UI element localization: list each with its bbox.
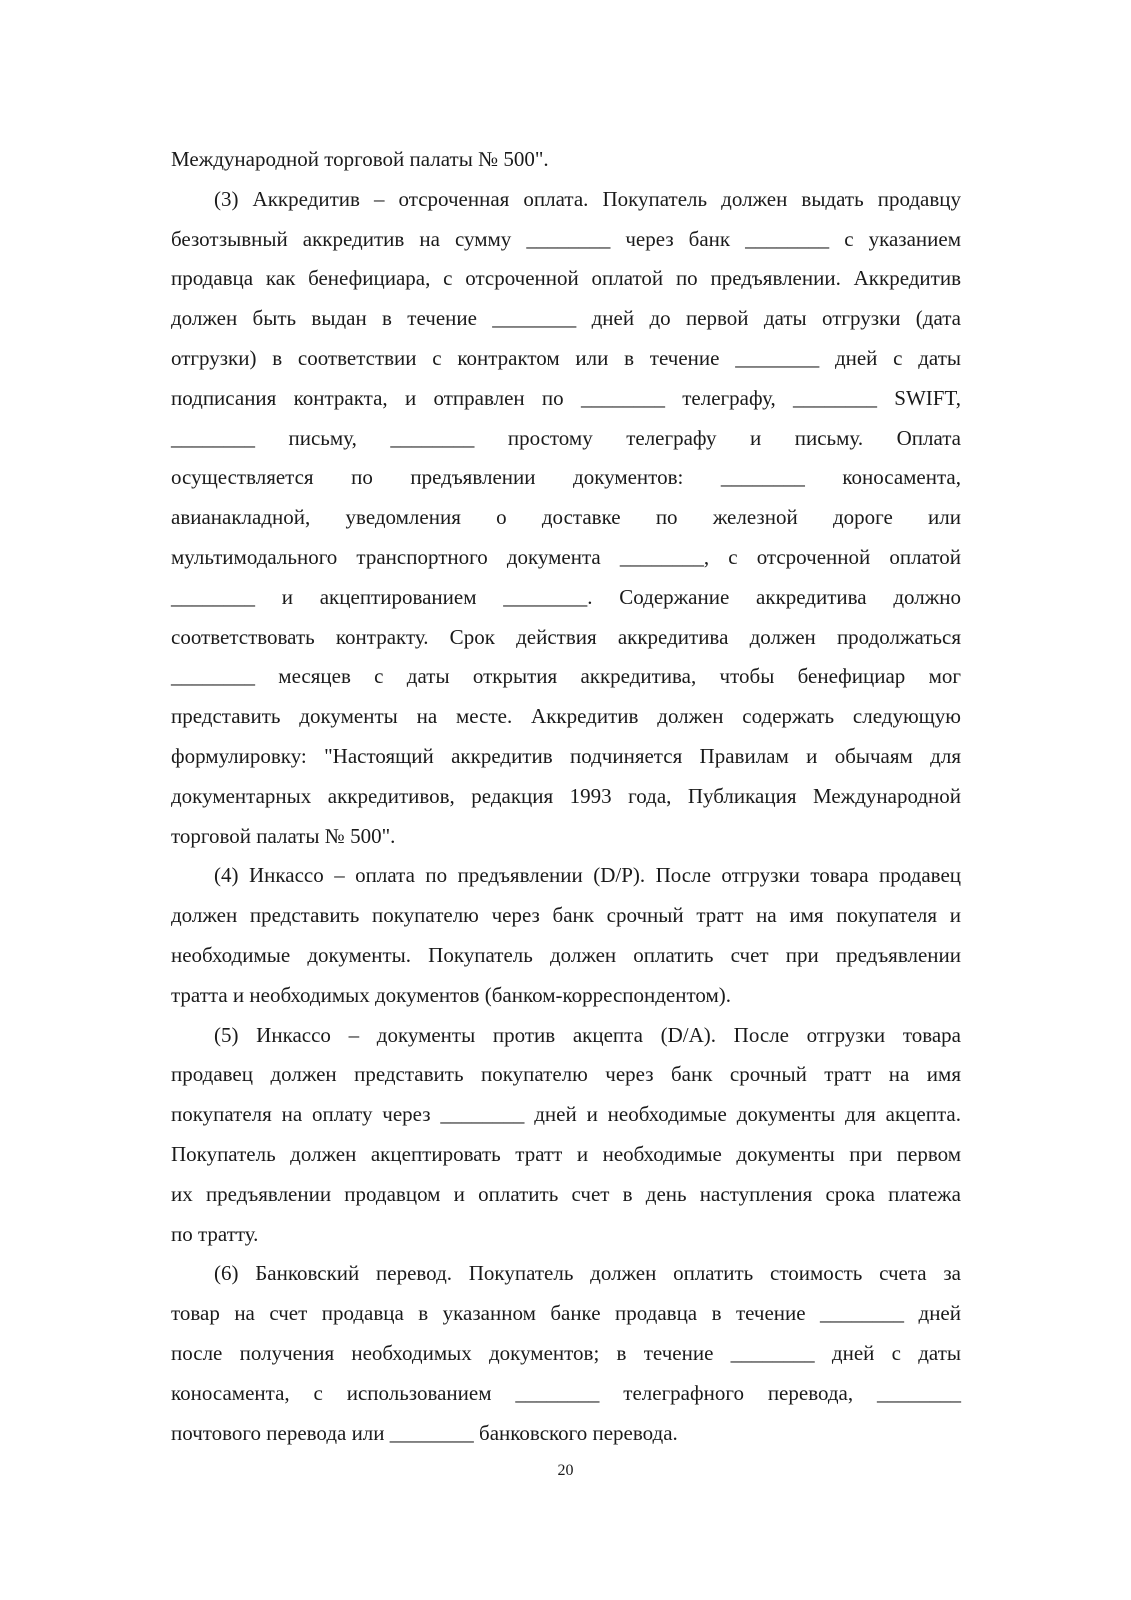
text-line: продавца как бенефициара, с отсроченной оплатой по предъявлении. Аккредитив (171, 266, 961, 291)
text-line: (4) Инкассо – оплата по предъявлении (D/P). После отгрузки товара продавец (214, 863, 961, 888)
text-line: покупателя на оплату через ________ дней и необходимые документы для акцепта. (171, 1102, 961, 1127)
text-line: документарных аккредитивов, редакция 1993 года, Публикация Международной (171, 783, 961, 808)
text-line: коносамента, с использованием ________ телеграфного перевода, ________ (171, 1380, 961, 1405)
text-line: товар на счет продавца в указанном банке продавца в течение ________ дней (171, 1301, 961, 1326)
text-line: торговой палаты № 500". (171, 823, 396, 848)
text-line: тратта и необходимых документов (банком-корреспондентом). (171, 982, 732, 1007)
text-line: их предъявлении продавцом и оплатить счет в день наступления срока платежа (171, 1181, 961, 1206)
text-line: (5) Инкассо – документы против акцепта (D/A). После отгрузки товара (214, 1022, 961, 1047)
paragraph-bank-transfer (171, 1254, 961, 1453)
text-line: (3) Аккредитив – отсроченная оплата. Покупатель должен выдать продавцу (214, 186, 961, 211)
text-line: подписания контракта, и отправлен по ________ телеграфу, ________ SWIFT, (171, 385, 961, 410)
text-line: ________ письму, ________ простому телеграфу и письму. Оплата (171, 425, 961, 450)
page-number: 20 (557, 1462, 574, 1479)
text-line: почтового перевода или ________ банковского перевода. (171, 1420, 678, 1445)
text-line: после получения необходимых документов; в течение ________ дней с даты (171, 1340, 961, 1365)
paragraph-collection-dp (171, 856, 961, 1015)
paragraph-letter-of-credit-deferred (171, 180, 961, 857)
text-line: отгрузки) в соответствии с контрактом или в течение ________ дней с даты (171, 345, 961, 370)
text-line: должен представить покупателю через банк срочный тратт на имя покупателя и (171, 903, 961, 928)
text-line: ________ месяцев с даты открытия аккредитива, чтобы бенефициар мог (171, 664, 961, 689)
text-line: Покупатель должен акцептировать тратт и необходимые документы при первом (171, 1141, 961, 1166)
text-line: по тратту. (171, 1221, 259, 1246)
text-line: (6) Банковский перевод. Покупатель должен оплатить стоимость счета за (214, 1261, 961, 1286)
text-line: соответствовать контракту. Срок действия аккредитива должен продолжаться (171, 624, 961, 649)
text-line: осуществляется по предъявлении документов: ________ коносамента, (171, 465, 961, 490)
paragraph-continuation (171, 140, 961, 180)
text-line: продавец должен представить покупателю через банк срочный тратт на имя (171, 1062, 961, 1087)
paragraph-collection-da (171, 1016, 961, 1255)
text-line: должен быть выдан в течение ________ дней до первой даты отгрузки (дата (171, 306, 961, 331)
text-line: необходимые документы. Покупатель должен оплатить счет при предъявлении (171, 942, 961, 967)
text-line: безотзывный аккредитив на сумму ________ через банк ________ с указанием (171, 226, 961, 251)
text-line: ________ и акцептированием ________. Содержание аккредитива должно (171, 584, 961, 609)
text-line: Международной торговой палаты № 500". (171, 147, 549, 171)
document-body (171, 140, 961, 1453)
text-line: авианакладной, уведомления о доставке по железной дороге или (171, 505, 961, 530)
text-line: формулировку: "Настоящий аккредитив подчиняется Правилам и обычаям для (171, 743, 961, 768)
text-line: представить документы на месте. Аккредитив должен содержать следующую (171, 704, 961, 729)
text-line: мультимодального транспортного документа ________, с отсроченной оплатой (171, 544, 961, 569)
